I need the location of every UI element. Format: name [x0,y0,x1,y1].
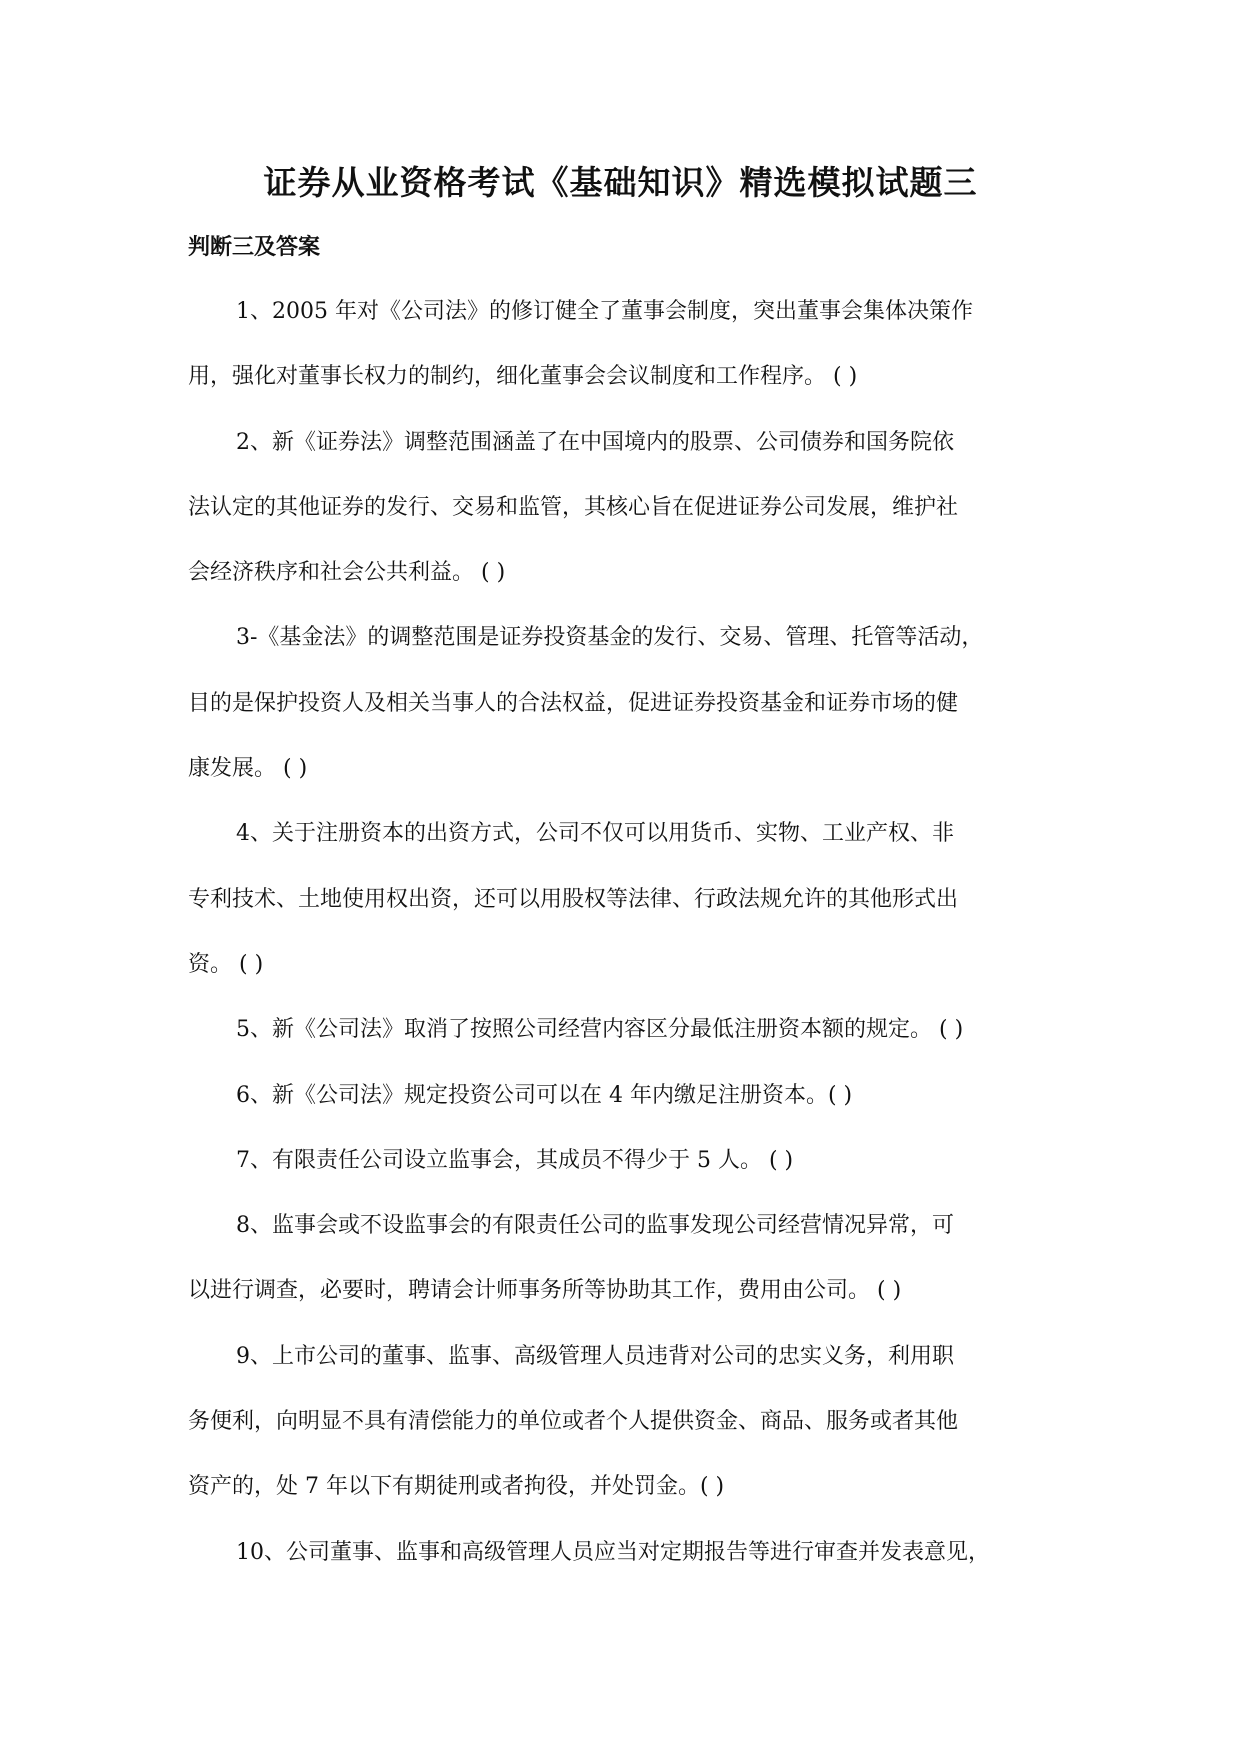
question-item [188,1139,1058,1204]
document-title: 证券从业资格考试《基础知识》精选模拟试题三 [263,163,978,202]
question-line: 专利技术、土地使用权出资，还可以用股权等法律、行政法规允许的其他形式出 [188,886,959,912]
question-item [188,1008,1058,1073]
question-line: 资产的，处 7 年以下有期徒刑或者拘役，并处罚金。( ) [188,1474,725,1500]
question-line: 5、新《公司法》取消了按照公司经营内容区分最低注册资本额的规定。 ( ) [236,1017,964,1043]
question-item [188,1531,1058,1596]
question-item [188,1335,1058,1531]
question-item [188,1204,1058,1335]
question-line: 10、公司董事、监事和高级管理人员应当对定期报告等进行审查并发表意见， [236,1539,990,1565]
question-line: 资。 ( ) [188,951,264,977]
question-item [188,421,1058,617]
question-item [188,616,1058,812]
question-line: 康发展。 ( ) [188,756,308,782]
question-line: 4、关于注册资本的出资方式，公司不仅可以用货币、实物、工业产权、非 [236,821,954,847]
question-item [188,290,1058,421]
question-line: 9、上市公司的董事、监事、高级管理人员违背对公司的忠实义务，利用职 [236,1343,954,1369]
question-line: 6、新《公司法》规定投资公司可以在 4 年内缴足注册资本。( ) [236,1082,853,1108]
question-line: 务便利，向明显不具有清偿能力的单位或者个人提供资金、商品、服务或者其他 [188,1409,959,1435]
question-line: 以进行调查，必要时，聘请会计师事务所等协助其工作，费用由公司。 ( ) [188,1278,902,1304]
question-line: 7、有限责任公司设立监事会，其成员不得少于 5 人。 ( ) [236,1147,794,1173]
question-line: 2、新《证券法》调整范围涵盖了在中国境内的股票、公司债券和国务院依 [236,429,954,455]
question-item [188,1074,1058,1139]
question-item [188,812,1058,1008]
question-line: 法认定的其他证券的发行、交易和监管，其核心旨在促进证券公司发展，维护社 [188,494,959,520]
question-line: 目的是保护投资人及相关当事人的合法权益，促进证券投资基金和证券市场的健 [188,690,959,716]
question-line: 3-《基金法》的调整范围是证券投资基金的发行、交易、管理、托管等活动， [236,625,984,651]
question-line: 用，强化对董事长权力的制约，细化董事会会议制度和工作程序。 ( ) [188,364,858,390]
question-line: 会经济秩序和社会公共利益。 ( ) [188,560,506,586]
question-line: 1、2005 年对《公司法》的修订健全了董事会制度，突出董事会集体决策作 [236,299,973,324]
question-line: 8、监事会或不设监事会的有限责任公司的监事发现公司经营情况异常，可 [236,1213,954,1239]
question-list [188,290,1058,1596]
section-heading: 判断三及答案 [188,235,321,260]
